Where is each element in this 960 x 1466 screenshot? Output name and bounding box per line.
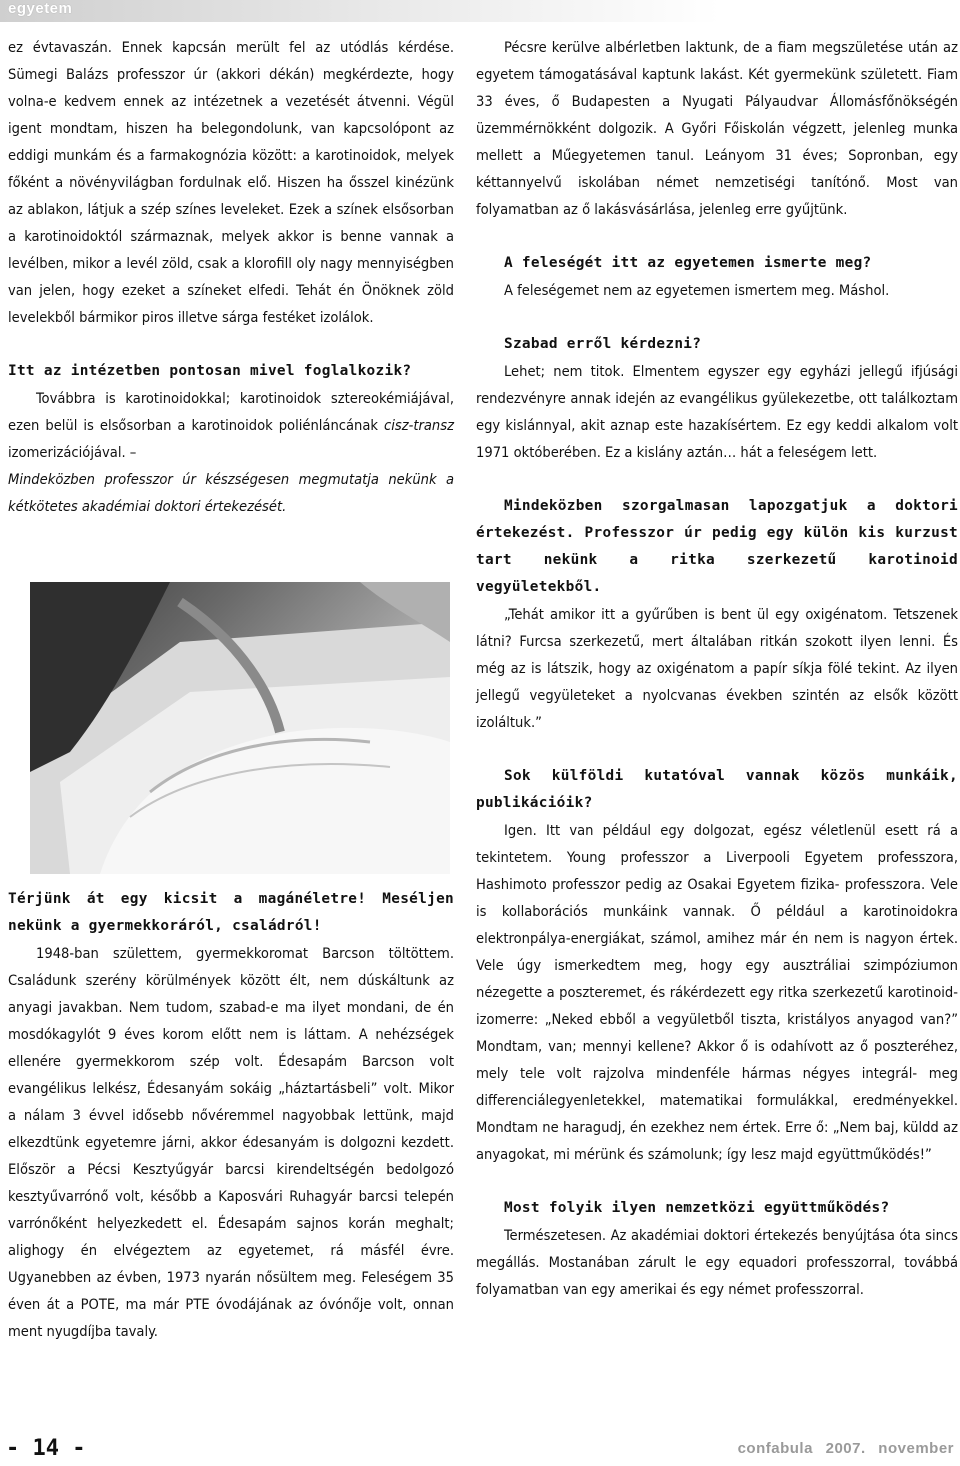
emphasis-term: cisz-transz — [384, 417, 454, 434]
paragraph: ez évtavaszán. Ennek kapcsán merült fel az utódlás kérdése. Sümegi Balázs professzor úr (akkori dékán) megkérdezte, hogy volna-e kedvem ennek az intézetnek a vezetését átvenni. Végül igent mondtam, hiszen ha belegondolunk, van kapcsolópont az eddigi munkám és a farmakognózia között: a karotinoidok, melyek főként a növényvilágban fordulnak elő. Hiszen ha ősszel kinézünk az ablakon, látjuk a szép színes leveleket. Ezek a színek elsősorban a karotinoidoktól származnak, melyek akkor is benne vannak a levélben, mikor a levél zöld, csak a klorofill oly nagy mennyiségben van jelen, hogy ezeket a színeket elfedi. Tehát én Önöknek zöld levelekből bármikor piros illetve sárga festéket izolálok. — [8, 39, 454, 326]
answer-paragraph: Lehet; nem titok. Elmentem egyszer egy egyházi jellegű ifjúsági rendezvényre annak idején az evangélikus gyülekezetbe, ott találkoztam egy kislánnyal, akit aznap este hazakísértem. Ez egy keddi alkalom volt 1971 októberében. Ez a kislány aztán… hát a feleségem lett. — [476, 363, 958, 461]
interview-question: Térjünk át egy kicsit a magánéletre! Meséljen nekünk a gyermekkoráról, családról! — [8, 891, 454, 934]
interview-question: Itt az intézetben pontosan mivel foglalkozik? — [8, 363, 412, 379]
header-band — [0, 0, 960, 22]
answer-paragraph: 1948-ban születtem, gyermekkoromat Barcson töltöttem. Családunk szerény körülmények között élt, nem dúskáltunk az anyagi javakban. Nem tudom, szabad-e ma ilyet mondani, de én mosdókagylót 9 éves korom előtt nem is láttam. A nehézségek ellenére gyermekkorom szép volt. Édesapám Barcson volt evangélikus lelkész, Édesanyám sokáig „háztartásbeli” volt. Mikor a nálam 3 évvel idősebb nővéremmel nagyobbak lettünk, majd elkezdtünk egyetemre járni, akkor édesanyám is dolgozni kezdett. Először a Pécsi Kesztyűgyár barcsi kirendeltségén bedolgozó kesztyűvarrónő volt, később a Kaposvári Ruhagyár barcsi telepén varrónőként helyezkedett el. Édesapám sajnos korán meghalt; alighogy én elvégeztem az egyetemet, rá másfél évre. Ugyanebben az évben, 1973 nyarán nősültem meg. Feleségem 35 éven át a POTE, ma már PTE óvodájának az óvónője volt, onnan ment nyugdíjba tavaly. — [8, 945, 454, 1340]
answer-paragraph: Igen. Itt van például egy dolgozat, egész véletlenül esett rá a tekintetem. Young professzor a Liverpooli Egyetem professzora, Hashimoto professzor pedig az Osakai Egyetem fizika- professzora. Vele is kollaborációs munkáink vannak. Ő például a karotinoidokra elektronpálya-energiákat, számol, amihez már én nem is nagyon értek. Vele úgy ismerkedtem meg, hogy egy ausztráliai szimpóziumon nézegette a poszteremet, és rákérdezett egy ritka szerkezetű karotinoid-izomerre: „Neked ebből a vegyületből tiszta, kristályos anyagod van?” Mondtam, van; mennyi kellene? Akkor ő is odahívott az ő poszteréhez, mely tele volt rajzolva mindenféle hármas négyes integrál- meg differenciálegyenletekkel, matematikai formulákkal, eredményekkel. Mondtam ne haragudj, én ezekhez nem értek. Erre ő: „Nem baj, küldd az anyagokat, mi mérünk és számolunk; így lesz majd együttműködés!” — [476, 822, 958, 1163]
interview-question: Mindeközben szorgalmasan lapozgatjuk a doktori értekezést. Professzor úr pedig egy külön kis kurzust tart nekünk a ritka szerkezetű karotinoid vegyületekből. — [476, 498, 958, 595]
publication-footer: confabula 2007. november — [737, 1440, 954, 1457]
left-column-top — [8, 34, 454, 520]
right-column — [476, 34, 958, 1303]
section-title: egyetem — [8, 0, 73, 17]
page-number: - 14 - — [6, 1436, 86, 1461]
answer-text: Továbbra is karotinoidokkal; karotinoidok sztereokémiájával, ezen belül is elsősorban a karotinoidok poliénláncának — [8, 390, 454, 434]
left-column-bottom — [8, 886, 454, 1345]
answer-paragraph: A feleségemet nem az egyetemen ismertem meg. Máshol. — [504, 282, 890, 299]
interview-question: A feleségét itt az egyetemen ismerte meg? — [504, 255, 872, 271]
photo-illustration — [30, 582, 450, 874]
interview-question: Most folyik ilyen nemzetközi együttműködés? — [504, 1200, 890, 1216]
answer-paragraph: Pécsre kerülve albérletben laktunk, de a fiam megszületése után az egyetem támogatásával kaptunk lakást. Két gyermekünk született. Fiam 33 éves, ő Budapesten a Nyugati Pályaudvar Állomásfőnökségén üzemmérnökként dolgozik. A Győri Főiskolán végzett, jelenleg munka mellett a Műegyetemen tanul. Leányom 31 éves; Sopronban, egy kéttannyelvű iskolában német nemzetiségi tanítónő. Most van folyamatban az ő lakásvásárlása, jelenleg erre gyűjtünk. — [476, 39, 958, 218]
narration-italic: Mindeközben professzor úr készségesen megmutatja nekünk a kétkötetes akadémiai doktori értekezését. — [8, 471, 454, 515]
interview-question: Sok külföldi kutatóval vannak közös munkáik, publikációik? — [476, 768, 958, 811]
book-pages-photo — [30, 582, 450, 874]
answer-paragraph — [8, 385, 454, 466]
quote-paragraph: „Tehát amikor itt a gyűrűben is bent ül egy oxigénatom. Tetszenek látni? Furcsa szerkezetű, mert általában ritkán szokott ilyen lenni. És még az is látszik, hogy az oxigénatom a papír síkja fölé tekint. Az ilyen jellegű vegyületeket a nyolcvanas években szintén az elsők között izoláltuk.” — [476, 606, 958, 731]
answer-text-end: izomerizációjával. – — [8, 444, 137, 461]
answer-paragraph: Természetesen. Az akadémiai doktori értekezés benyújtása óta sincs megállás. Mostanában zárult le egy equadori professzorral, továbbá folyamatban van egy amerikai és egy német professzorral. — [476, 1227, 958, 1298]
interview-question: Szabad erről kérdezni? — [504, 336, 702, 352]
